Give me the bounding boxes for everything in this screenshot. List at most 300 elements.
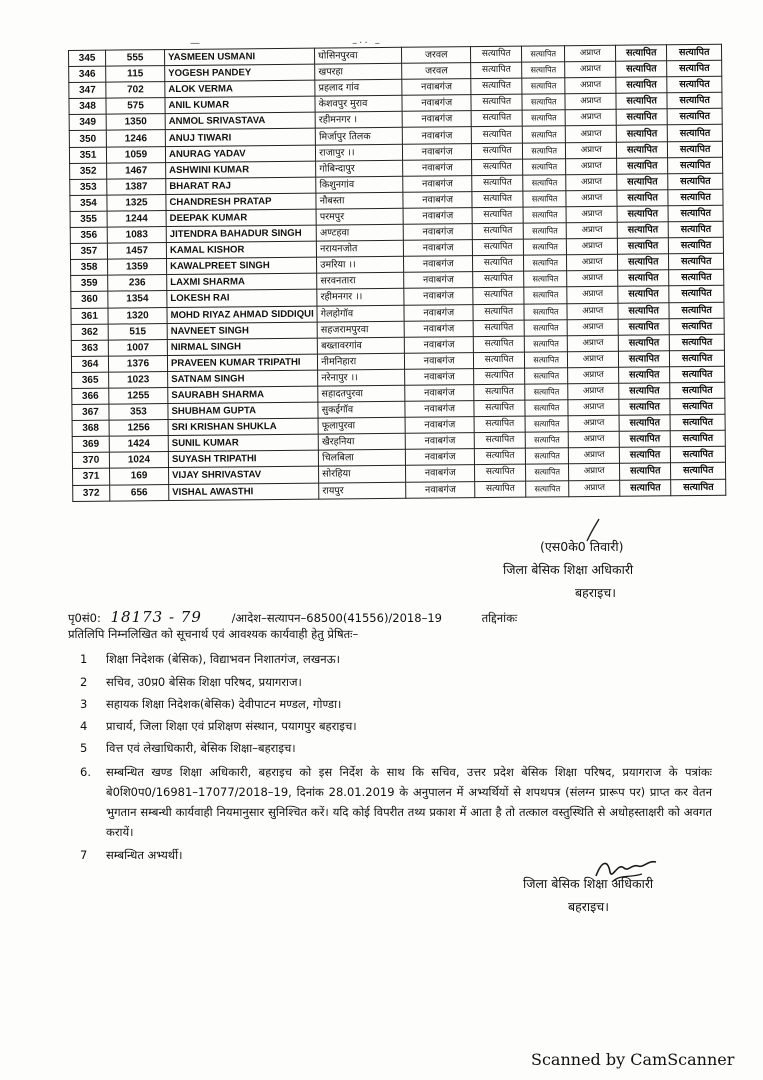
place-cell: रहीमनगर ।। <box>317 289 404 306</box>
roll-number-cell: 1387 <box>107 178 166 195</box>
place-cell: राजापुर ।। <box>316 144 403 161</box>
verification-4-cell: सत्यापित <box>670 350 725 367</box>
place-cell: मिर्जापुर तिलक <box>315 128 402 145</box>
verification-4-cell: सत्यापित <box>669 334 724 351</box>
status-cell: अप्राप्त <box>565 94 616 111</box>
verification-2-cell: सत्यापित <box>522 110 565 127</box>
verification-1-cell: सत्यापित <box>474 352 525 369</box>
candidate-table <box>68 44 727 502</box>
candidate-name-cell: SRI KRISHAN SHUKLA <box>168 418 318 436</box>
candidate-name-cell: VIJAY SHRIVASTAV <box>169 467 319 485</box>
block-cell: नवाबगंज <box>406 449 475 466</box>
place-cell: नरायनजोत <box>317 240 404 257</box>
verification-4-cell: सत्यापित <box>668 157 723 174</box>
status-cell: अप्राप्त <box>567 319 618 336</box>
candidate-name-cell: PRAVEEN KUMAR TRIPATHI <box>167 354 317 372</box>
verification-4-cell: सत्यापित <box>671 479 726 496</box>
verification-4-cell: सत्यापित <box>667 125 722 142</box>
place-cell: सरवनतारा <box>317 273 404 290</box>
verification-3-cell: सत्यापित <box>616 45 667 62</box>
candidate-name-cell: SAURABH SHARMA <box>168 386 318 404</box>
verification-3-cell: सत्यापित <box>619 431 670 448</box>
verification-1-cell: सत्यापित <box>474 368 525 385</box>
copy-item-text: शिक्षा निदेशक (बेसिक), विद्याभवन निशातगंज, लखनऊ। <box>106 652 341 666</box>
verification-1-cell: सत्यापित <box>471 94 522 111</box>
block-cell: नवाबगंज <box>405 433 474 450</box>
verification-4-cell: सत्यापित <box>669 318 724 335</box>
verification-4-cell: सत्यापित <box>668 189 723 206</box>
status-cell: अप्राप्त <box>568 351 619 368</box>
verification-4-cell: सत्यापित <box>667 93 722 110</box>
verification-4-cell: सत्यापित <box>670 414 725 431</box>
roll-number-cell: 169 <box>110 468 169 485</box>
serial-cell: 346 <box>69 66 106 82</box>
place-cell: सहादतपुरवा <box>318 385 405 402</box>
candidate-name-cell: SHUBHAM GUPTA <box>168 402 318 420</box>
candidate-name-cell: ANUJ TIWARI <box>165 129 315 147</box>
verification-1-cell: सत्यापित <box>472 191 523 208</box>
block-cell: नवाबगंज <box>402 79 471 96</box>
serial-cell: 355 <box>70 211 107 227</box>
verification-1-cell: सत्यापित <box>472 159 523 176</box>
verification-4-cell: सत्यापित <box>668 205 723 222</box>
copy-item-number: 5 <box>80 741 88 755</box>
serial-cell: 363 <box>71 340 108 356</box>
candidate-name-cell: LOKESH RAI <box>167 290 317 308</box>
block-cell: नवाबगंज <box>404 256 473 273</box>
block-cell: नवाबगंज <box>406 465 475 482</box>
verification-2-cell: सत्यापित <box>525 351 568 368</box>
roll-number-cell: 1024 <box>109 452 168 469</box>
copy-item-text: सम्बन्धित खण्ड शिक्षा अधिकारी, बहराइच को इस निर्देश के साथ कि सचिव, उत्तर प्रदेश बेसिक शिक्षा परिषद, प्रयागराज के पत्रांकः बे0शि0प0/16981–17077/2018–19, दिनांक 28.01.2019 के अनुपालन में अभ्यर्थियों से शपथपत्र (संलग्न प्रारूप पर) प्राप्त कर वेतन भुगतान सम्बन्धी कार्यवाही नियमानुसार सुनिश्चित करें। यदि कोई विपरीत तथ्य प्रकाश में आता है तो तत्काल वस्तुस्थिति से अधोहस्ताक्षरी को अवगत करायें। <box>106 765 712 839</box>
place-cell: रायपुर <box>319 482 406 499</box>
verification-1-cell: सत्यापित <box>472 207 523 224</box>
block-cell: नवाबगंज <box>402 127 471 144</box>
serial-cell: 369 <box>72 436 109 452</box>
verification-2-cell: सत्यापित <box>525 400 568 417</box>
verification-3-cell: सत्यापित <box>619 383 670 400</box>
serial-cell: 349 <box>69 115 106 131</box>
verification-2-cell: सत्यापित <box>525 416 568 433</box>
block-cell: नवाबगंज <box>403 175 472 192</box>
candidate-name-cell: KAMAL KISHOR <box>166 241 316 259</box>
verification-2-cell: सत्यापित <box>524 287 567 304</box>
serial-cell: 370 <box>72 452 109 468</box>
verification-1-cell: सत्यापित <box>475 481 526 498</box>
candidate-name-cell: SUYASH TRIPATHI <box>168 450 318 468</box>
serial-cell: 364 <box>71 356 108 372</box>
status-cell: अप्राप्त <box>568 383 619 400</box>
verification-4-cell: सत्यापित <box>668 173 723 190</box>
status-cell: अप्राप्त <box>567 238 618 255</box>
copy-item-number: 1 <box>80 652 88 666</box>
serial-cell: 366 <box>72 388 109 404</box>
verification-1-cell: सत्यापित <box>471 46 522 63</box>
status-cell: अप्राप्त <box>567 335 618 352</box>
verification-2-cell: सत्यापित <box>524 319 567 336</box>
candidate-name-cell: VISHAL AWASTHI <box>169 483 319 501</box>
serial-cell: 368 <box>72 420 109 436</box>
place-cell: बख्तावरगांव <box>317 337 404 354</box>
verification-2-cell: सत्यापित <box>522 46 565 63</box>
candidate-name-cell: ASHWINI KUMAR <box>166 161 316 179</box>
verification-3-cell: सत्यापित <box>617 173 668 190</box>
serial-cell: 367 <box>72 404 109 420</box>
verification-2-cell: सत्यापित <box>524 303 567 320</box>
status-cell: अप्राप्त <box>566 158 617 175</box>
place-cell: फूलापुरवा <box>318 417 405 434</box>
verification-1-cell: सत्यापित <box>473 288 524 305</box>
verification-3-cell: सत्यापित <box>616 125 667 142</box>
verification-1-cell: सत्यापित <box>473 304 524 321</box>
verification-4-cell: सत्यापित <box>669 237 724 254</box>
roll-number-cell: 1354 <box>108 291 167 308</box>
verification-4-cell: सत्यापित <box>667 109 722 126</box>
scanner-watermark: Scanned by CamScanner <box>531 1050 735 1069</box>
verification-2-cell: सत्यापित <box>524 335 567 352</box>
verification-2-cell: सत्यापित <box>526 448 569 465</box>
status-cell: अप्राप्त <box>567 254 618 271</box>
status-cell: अप्राप्त <box>569 480 620 497</box>
verification-4-cell: सत्यापित <box>669 270 724 287</box>
verification-1-cell: सत्यापित <box>473 239 524 256</box>
roll-number-cell: 1457 <box>107 243 166 260</box>
candidate-name-cell: MOHD RIYAZ AHMAD SIDDIQUI <box>167 306 317 324</box>
status-cell: अप्राप्त <box>567 271 618 288</box>
place-cell: खपरहा <box>315 63 402 80</box>
verification-2-cell: सत्यापित <box>523 223 566 240</box>
status-cell: अप्राप्त <box>569 464 620 481</box>
block-cell: नवाबगंज <box>404 272 473 289</box>
place-cell: नौबस्ता <box>316 192 403 209</box>
place-cell: प्रहलाद गांव <box>315 79 402 96</box>
verification-3-cell: सत्यापित <box>618 238 669 255</box>
status-cell: अप्राप्त <box>568 399 619 416</box>
status-cell: अप्राप्त <box>566 174 617 191</box>
signatory-city: बहराइच। <box>575 585 616 600</box>
block-cell: जरवल <box>402 47 471 64</box>
serial-cell: 358 <box>71 259 108 275</box>
roll-number-cell: 1376 <box>108 355 167 372</box>
candidate-name-cell: NIRMAL SINGH <box>167 338 317 356</box>
serial-cell: 372 <box>73 485 110 501</box>
verification-3-cell: सत्यापित <box>620 479 671 496</box>
candidate-name-cell: JITENDRA BAHADUR SINGH <box>166 225 316 243</box>
place-cell: सुकईगॉव <box>318 401 405 418</box>
verification-4-cell: सत्यापित <box>669 253 724 270</box>
serial-cell: 345 <box>69 50 106 66</box>
place-cell: रहीमनगर । <box>315 112 402 129</box>
verification-2-cell: सत्यापित <box>526 464 569 481</box>
serial-cell: 362 <box>71 324 108 340</box>
roll-number-cell: 1359 <box>108 259 167 276</box>
place-cell: घोसिनपुरवा <box>315 47 402 64</box>
status-cell: अप्राप्त <box>566 206 617 223</box>
reference-number: 18173 - 79 <box>110 608 202 626</box>
verification-1-cell: सत्यापित <box>471 78 522 95</box>
serial-cell: 347 <box>69 82 106 98</box>
verification-1-cell: सत्यापित <box>474 416 525 433</box>
roll-number-cell: 515 <box>108 323 167 340</box>
serial-cell: 351 <box>69 147 106 163</box>
place-cell: चिलबिला <box>319 450 406 467</box>
place-cell: परमपुर <box>316 208 403 225</box>
candidate-name-cell: YASMEEN USMANI <box>165 48 315 66</box>
block-cell: नवाबगंज <box>405 368 474 385</box>
verification-3-cell: सत्यापित <box>618 334 669 351</box>
candidate-name-cell: NAVNEET SINGH <box>167 322 317 340</box>
serial-cell: 371 <box>73 469 110 485</box>
verification-3-cell: सत्यापित <box>618 254 669 271</box>
verification-3-cell: सत्यापित <box>620 463 671 480</box>
block-cell: नवाबगंज <box>403 143 472 160</box>
block-cell: नवाबगंज <box>404 288 473 305</box>
status-cell: अप्राप्त <box>566 222 617 239</box>
serial-cell: 360 <box>71 292 108 308</box>
status-cell: अप्राप्त <box>566 190 617 207</box>
serial-cell: 361 <box>71 308 108 324</box>
verification-1-cell: सत्यापित <box>474 400 525 417</box>
verification-3-cell: सत्यापित <box>618 270 669 287</box>
verification-2-cell: सत्यापित <box>522 78 565 95</box>
roll-number-cell: 236 <box>108 275 167 292</box>
roll-number-cell: 1320 <box>108 307 167 324</box>
place-cell: उमरिया ।। <box>317 257 404 274</box>
verification-1-cell: सत्यापित <box>472 223 523 240</box>
copy-item <box>80 652 340 667</box>
place-cell: अण्टहवा <box>316 224 403 241</box>
place-cell: सोरहिया <box>319 466 406 483</box>
roll-number-cell: 656 <box>110 484 169 501</box>
verification-1-cell: सत्यापित <box>471 62 522 79</box>
copy-item-number: 6. <box>80 765 91 779</box>
verification-3-cell: सत्यापित <box>617 157 668 174</box>
block-cell: नवाबगंज <box>405 401 474 418</box>
place-cell: नीमनिहारा <box>318 353 405 370</box>
roll-number-cell: 1255 <box>109 388 168 405</box>
status-cell: अप्राप्त <box>569 448 620 465</box>
copy-item-text: प्राचार्य, जिला शिक्षा एवं प्रशिक्षण संस्थान, पयागपुर बहराइच। <box>106 719 357 733</box>
verification-4-cell: सत्यापित <box>669 286 724 303</box>
roll-number-cell: 575 <box>106 98 165 115</box>
verification-2-cell: सत्यापित <box>523 174 566 191</box>
verification-2-cell: सत्यापित <box>525 368 568 385</box>
status-cell: अप्राप्त <box>567 287 618 304</box>
verification-3-cell: सत्यापित <box>620 447 671 464</box>
place-cell: नरेनापुर ।। <box>318 369 405 386</box>
block-cell: नवाबगंज <box>405 417 474 434</box>
verification-1-cell: सत्यापित <box>475 448 526 465</box>
block-cell: नवाबगंज <box>405 352 474 369</box>
roll-number-cell: 702 <box>106 82 165 99</box>
block-cell: नवाबगंज <box>403 159 472 176</box>
roll-number-cell: 1083 <box>107 227 166 244</box>
verification-1-cell: सत्यापित <box>473 271 524 288</box>
block-cell: जरवल <box>402 63 471 80</box>
status-cell: अप्राप्त <box>568 415 619 432</box>
roll-number-cell: 1325 <box>107 194 166 211</box>
copy-item-text: वित्त एवं लेखाधिकारी, बेसिक शिक्षा–बहराइच। <box>106 741 296 755</box>
verification-1-cell: सत्यापित <box>472 175 523 192</box>
copy-item-text: सचिव, उ0प्र0 बेसिक शिक्षा परिषद, प्रयागराज। <box>106 675 302 689</box>
reference-order: /आदेश–सत्यापन–68500(41556)/2018–19 <box>231 611 442 625</box>
serial-cell: 365 <box>72 372 109 388</box>
roll-number-cell: 555 <box>106 50 165 67</box>
verification-3-cell: सत्यापित <box>617 222 668 239</box>
status-cell: अप्राप्त <box>568 367 619 384</box>
verification-1-cell: सत्यापित <box>473 320 524 337</box>
copy-item <box>80 675 302 690</box>
copy-item-number: 2 <box>80 675 88 689</box>
verification-2-cell: सत्यापित <box>522 94 565 111</box>
copy-item-instruction <box>80 762 712 842</box>
verification-2-cell: सत्यापित <box>523 158 566 175</box>
verification-2-cell: सत्यापित <box>523 191 566 208</box>
candidate-name-cell: CHANDRESH PRATAP <box>166 193 316 211</box>
status-cell: अप्राप्त <box>566 142 617 159</box>
scan-artifact-marks: — –·· – <box>190 38 382 49</box>
verification-1-cell: सत्यापित <box>474 432 525 449</box>
verification-3-cell: सत्यापित <box>617 206 668 223</box>
serial-cell: 350 <box>69 131 106 147</box>
block-cell: नवाबगंज <box>405 385 474 402</box>
candidate-name-cell: YOGESH PANDEY <box>165 64 315 82</box>
candidate-name-cell: ANURAG YADAV <box>165 145 315 163</box>
verification-2-cell: सत्यापित <box>524 271 567 288</box>
block-cell: नवाबगंज <box>403 208 472 225</box>
candidate-name-cell: SATNAM SINGH <box>168 370 318 388</box>
verification-2-cell: सत्यापित <box>523 207 566 224</box>
copy-item-number: 3 <box>80 697 88 711</box>
roll-number-cell: 1256 <box>109 420 168 437</box>
serial-cell: 357 <box>70 243 107 259</box>
roll-number-cell: 1244 <box>107 211 166 228</box>
verification-4-cell: सत्यापित <box>671 463 726 480</box>
copy-item-number: 7 <box>80 848 88 862</box>
verification-1-cell: सत्यापित <box>473 336 524 353</box>
serial-cell: 352 <box>70 163 107 179</box>
copy-item-text: सम्बन्धित अभ्यर्थी। <box>106 848 183 862</box>
roll-number-cell: 115 <box>106 66 165 83</box>
candidate-name-cell: LAXMI SHARMA <box>167 273 317 291</box>
signatory-designation: जिला बेसिक शिक्षा अधिकारी <box>503 562 634 577</box>
verification-2-cell: सत्यापित <box>526 480 569 497</box>
verification-4-cell: सत्यापित <box>667 60 722 77</box>
verification-3-cell: सत्यापित <box>617 141 668 158</box>
block-cell: नवाबगंज <box>402 111 471 128</box>
serial-cell: 354 <box>70 195 107 211</box>
status-cell: अप्राप्त <box>567 303 618 320</box>
verification-3-cell: सत्यापित <box>618 302 669 319</box>
verification-1-cell: सत्यापित <box>474 384 525 401</box>
signatory-name: (एस0के0 तिवारी) <box>540 539 624 554</box>
roll-number-cell: 1424 <box>109 436 168 453</box>
block-cell: नवाबगंज <box>403 191 472 208</box>
candidate-table-body <box>69 44 726 501</box>
place-cell: सहजरामपुरवा <box>317 321 404 338</box>
verification-1-cell: सत्यापित <box>471 127 522 144</box>
verification-4-cell: सत्यापित <box>670 398 725 415</box>
verification-3-cell: सत्यापित <box>616 109 667 126</box>
copy-item <box>80 848 182 863</box>
status-cell: अप्राप्त <box>565 126 616 143</box>
block-cell: नवाबगंज <box>404 336 473 353</box>
copy-item <box>80 719 357 734</box>
roll-number-cell: 1007 <box>108 339 167 356</box>
verification-1-cell: सत्यापित <box>471 111 522 128</box>
status-cell: अप्राप्त <box>565 45 616 62</box>
block-cell: नवाबगंज <box>404 320 473 337</box>
candidate-name-cell: ANIL KUMAR <box>165 96 315 114</box>
verification-4-cell: सत्यापित <box>668 141 723 158</box>
block-cell: नवाबगंज <box>404 240 473 257</box>
place-cell: गेलहोगॉव <box>317 305 404 322</box>
place-cell: खैरहनिया <box>318 434 405 451</box>
verification-4-cell: सत्यापित <box>669 302 724 319</box>
candidate-name-cell: DEEPAK KUMAR <box>166 209 316 227</box>
verification-3-cell: सत्यापित <box>617 190 668 207</box>
verification-4-cell: सत्यापित <box>667 76 722 93</box>
candidate-name-cell: BHARAT RAJ <box>166 177 316 195</box>
block-cell: नवाबगंज <box>402 95 471 112</box>
verification-4-cell: सत्यापित <box>670 366 725 383</box>
copy-item-text: सहायक शिक्षा निदेशक(बेसिक) देवीपाटन मण्डल, गोण्डा। <box>106 697 342 711</box>
verification-2-cell: सत्यापित <box>524 255 567 272</box>
status-cell: अप्राप्त <box>565 77 616 94</box>
serial-cell: 353 <box>70 179 107 195</box>
block-cell: नवाबगंज <box>406 481 475 498</box>
verification-2-cell: सत्यापित <box>525 432 568 449</box>
copy-intro: प्रतिलिपि निम्नलिखित को सूचनार्थ एवं आवश्यक कार्यवाही हेतु प्रेषितः– <box>68 627 359 641</box>
verification-3-cell: सत्यापित <box>619 415 670 432</box>
serial-cell: 359 <box>71 275 108 291</box>
verification-2-cell: सत्यापित <box>522 62 565 79</box>
footer-designation: जिला बेसिक शिक्षा अधिकारी <box>523 876 654 891</box>
verification-3-cell: सत्यापित <box>616 61 667 78</box>
verification-4-cell: सत्यापित <box>670 430 725 447</box>
verification-4-cell: सत्यापित <box>670 382 725 399</box>
roll-number-cell: 1023 <box>109 371 168 388</box>
copy-item <box>80 741 296 756</box>
block-cell: नवाबगंज <box>403 224 472 241</box>
verification-4-cell: सत्यापित <box>667 44 722 61</box>
verification-3-cell: सत्यापित <box>619 351 670 368</box>
verification-2-cell: सत्यापित <box>524 239 567 256</box>
verification-2-cell: सत्यापित <box>525 384 568 401</box>
reference-line <box>68 608 517 626</box>
roll-number-cell: 1059 <box>106 146 165 163</box>
verification-2-cell: सत्यापित <box>522 126 565 143</box>
status-cell: अप्राप्त <box>565 61 616 78</box>
verification-4-cell: सत्यापित <box>668 221 723 238</box>
place-cell: केशवपुर मुराव <box>315 96 402 113</box>
verification-3-cell: सत्यापित <box>618 318 669 335</box>
serial-cell: 356 <box>70 227 107 243</box>
verification-3-cell: सत्यापित <box>619 399 670 416</box>
place-cell: किशुनगांव <box>316 176 403 193</box>
verification-4-cell: सत्यापित <box>671 447 726 464</box>
candidate-name-cell: SUNIL KUMAR <box>168 434 318 452</box>
place-cell: गोबिन्दापुर <box>316 160 403 177</box>
roll-number-cell: 1246 <box>106 130 165 147</box>
verification-3-cell: सत्यापित <box>616 93 667 110</box>
status-cell: अप्राप्त <box>565 110 616 127</box>
candidate-name-cell: ANMOL SRIVASTAVA <box>165 113 315 131</box>
footer-city: बहराइच। <box>568 899 609 914</box>
reference-prefix: पृ0सं0: <box>68 611 101 625</box>
reference-date-label: तद्दिनांकः <box>481 611 518 625</box>
copy-item <box>80 697 341 712</box>
